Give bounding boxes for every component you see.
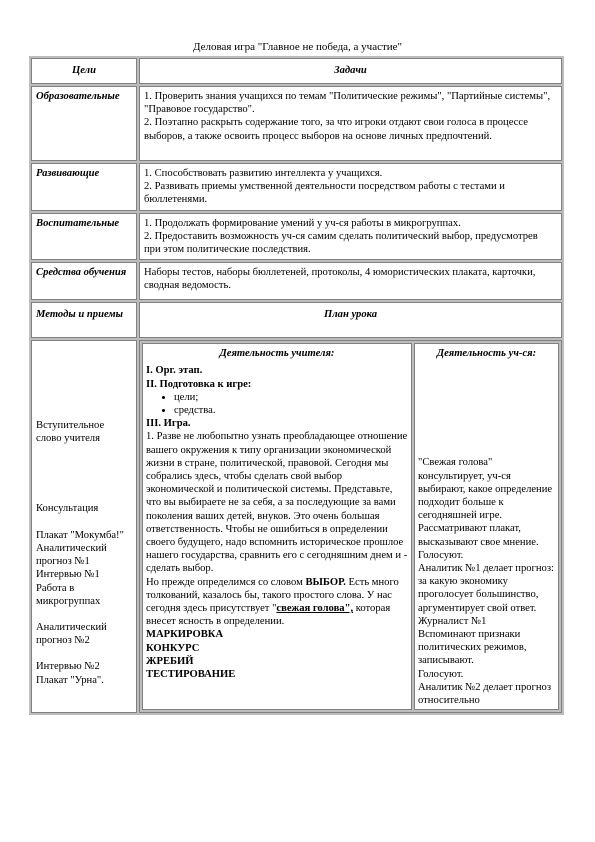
method-item: Плакат "Урна". [36,674,104,686]
goal-tasks [139,262,562,300]
goal-label: Образовательные [31,86,137,161]
keyword: ТЕСТИРОВАНИЕ [146,669,236,681]
plan-label: План урока [139,302,562,338]
goal-tasks [139,213,562,261]
task-line: 1. Способствовать развитию интеллекта у учащихся. [144,168,383,179]
keyword: КОНКУРС [146,642,200,654]
tasks-header: Задачи [139,58,562,84]
task-line: 1. Продолжать формирование умений у уч-ся работы в микрогруппах. [144,217,461,229]
task-line: 2. Предоставить возможность уч-ся самим сделать политический выбор, предусмотрев при этом политические последствия. [144,230,538,256]
goal-label: Развивающие [31,163,137,211]
teacher-header: Деятельность учителя: [219,348,335,360]
goal-row-upbringing [31,213,562,261]
plan-cell [139,340,562,713]
method-item: Консультация [36,502,99,514]
goal-tasks [139,86,562,161]
method-item: Работа в микрогруппах [36,582,101,607]
goal-row-developing [31,163,562,211]
list-item: • средства. [174,404,408,417]
goal-tasks [139,163,562,211]
goal-row-educational [31,86,562,161]
stage-heading: I. Орг. этап. [146,365,203,377]
methods-label: Методы и приемы [31,302,137,338]
teacher-paragraph: Но прежде определимся со словом ВЫБОР. Есть много толкований, казалось бы, такого простого слова. У нас сегодня здесь присутствует "свежая голова", которая внесет ясность в определении. [146,576,399,628]
task-line: 1. Проверить знания учащихся по темам "Политические режимы", "Партийные системы", "Правовое государство". [144,91,551,116]
method-item: Аналитический прогноз №1 [36,543,107,568]
plan-header-row [31,302,562,338]
lesson-plan-table [29,56,564,715]
goals-header: Цели [31,58,137,84]
method-item: Плакат "Мокумба!" [36,529,124,541]
goal-row-means [31,262,562,300]
student-header: Деятельность уч-ся: [436,348,537,360]
document-title: Деловая игра "Главное не победа, а участие" [192,41,403,53]
student-column [414,343,559,710]
method-item: Интервью №2 [36,661,100,673]
student-text: "Свежая голова" консультирует, уч-ся выбирают, какое определение подходит больше к сегодняшней игре. Рассматривают плакат, высказывают свое мнение. Голосуют. Аналитик №1 делает прогноз: за какую экономику проголосует большинство, аргументирует свой ответ. Журналист №1 Вспоминают признаки политических режимов, записывают. Голосуют. Аналитик №2 делает прогноз относительно [418,457,554,707]
header-row [31,58,562,84]
task-line: Наборы тестов, наборы бюллетеней, протоколы, 4 юмористических плаката, карточки, сводная ведомость. [144,267,536,292]
list-item: • цели; [174,391,408,404]
activity-table [140,341,561,712]
keyword: ЖРЕБИЙ [146,655,194,667]
stage-heading: II. Подготовка к игре: [146,378,252,390]
methods-column [31,340,137,713]
teacher-paragraph: 1. Разве не любопытно узнать преобладающее отношение вашего окружения к типу организации экономической жизни в стране, политической, правовой. Сегодня мы собрались здесь, чтобы сделать свой выбор экономической и политической системы. Представьте, что вы выбираете не за себя, а за последующие за вами поколения ваших детей, внуков. Это очень большая ответственность. Чтобы не ошибиться в определении своего будущего, надо вспомнить историческое прошлое нашего государства, сравнить его с сегодняшним днем и - сделать выбор. [146,431,408,575]
stage-heading: III. Игра. [146,418,191,430]
task-line: 2. Поэтапно раскрыть содержание того, за что игроки отдают свои голоса в процессе выборов, а также освоить процесс выборов на основе личных предпочтений. [144,117,528,142]
task-line: 2. Развивать приемы умственной деятельности посредством работы с тестами и бюллетенями. [144,181,505,206]
plan-body-row [31,340,562,713]
teacher-column [142,343,412,710]
goal-label: Воспитательные [31,213,137,261]
goal-label: Средства обучения [31,262,137,300]
method-item: Аналитический прогноз №2 [36,622,107,647]
method-item: Интервью №1 [36,569,100,581]
prep-list [146,391,408,417]
keyword: МАРКИРОВКА [146,629,224,641]
method-item: Вступительное слово учителя [36,420,105,445]
